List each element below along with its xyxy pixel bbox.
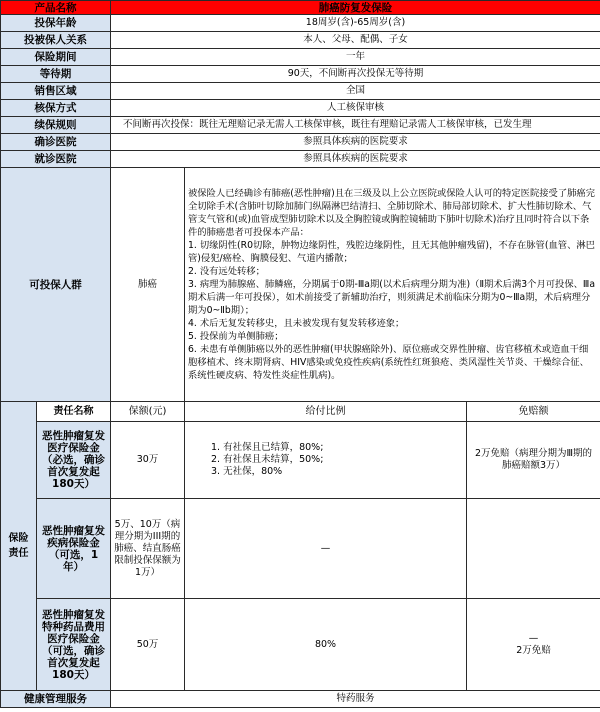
coverage-name: 恶性肿瘤复发医疗保险金（必选，确诊首次复发起180天）: [37, 422, 111, 499]
eligible-conditions: [185, 168, 600, 402]
coverage-amount: 5万、10万（病理分期为III期的肺癌、结直肠癌限制投保保额为1万）: [111, 499, 185, 599]
row-label: 就诊医院: [1, 151, 111, 168]
eligible-item: 3. 病理为肺腺癌、肺鳞癌，分期属于0期-Ⅲa期(以术后病理分期为准)（Ⅱ期术后满3个月可投保、Ⅲa期术后满一年可投保），如术前接受了新辅助治疗，则须满足术前临床分期为0~Ⅲa期，术后病理分期为0~Ⅱb期）；: [188, 279, 596, 316]
row-value: 全国: [111, 83, 600, 100]
coverage-deductible: — 2万免赔: [467, 599, 600, 691]
row-eligible: [1, 168, 600, 402]
ratio-line: 2. 有社保且未结算，50%;: [211, 454, 324, 465]
row-renewal: [1, 117, 600, 134]
coverage-deductible: 2万免赔（病理分期为Ⅲ期的肺癌赔额3万）: [467, 422, 600, 499]
product-name: 肺癌防复发保险: [111, 1, 600, 15]
coverage-ratio: [185, 499, 467, 599]
row-label: 续保规则: [1, 117, 111, 134]
eligible-item: 6. 未患有单侧肺癌以外的恶性肿瘤(甲状腺癌除外)、原位癌或交界性肿瘤、齿官移植术或造血干细胞移植术、终末期肾病、HIV感染或免疫性疾病(系统性红斑狼疮、类风湿性关节炎、干燥综合征、系统性硬皮病、特发性炎症性肌病)。: [188, 344, 589, 381]
header-amount: 保额(元): [111, 402, 185, 422]
row-value: 一年: [111, 49, 600, 66]
ratio-line: 1. 有社保且已结算，80%;: [211, 442, 324, 453]
footer-label: 健康管理服务: [1, 691, 111, 708]
row-waiting: [1, 66, 600, 83]
header-ratio: 给付比例: [185, 402, 467, 422]
header-deductible: 免赔额: [467, 402, 600, 422]
row-value: 参照具体疾病的医院要求: [111, 134, 600, 151]
eligible-item: 1. 切缘阴性(R0切除，肿物边缘阴性，残腔边缘阴性，且无其他肿瘤残留)，不存在脉管(血管、淋巴管)侵犯/癌栓、胸膜侵犯、气道内播散；: [188, 240, 595, 264]
coverage-row: [1, 599, 600, 691]
ratio-line: 80%: [314, 638, 337, 650]
ratio-line: 3. 无社保，80%: [211, 466, 283, 477]
ratio-line: —: [320, 542, 331, 554]
coverage-name: 恶性肿瘤复发特种药品费用医疗保险金（可选，确诊首次复发起180天）: [37, 599, 111, 691]
coverage-deductible: [467, 499, 600, 599]
eligible-label: 可投保人群: [1, 168, 111, 402]
row-label: 核保方式: [1, 100, 111, 117]
coverage-name: 恶性肿瘤复发疾病保险金（可选，1年）: [37, 499, 111, 599]
row-diagnosis-hospital: [1, 134, 600, 151]
coverage-section-label: 保险责任: [1, 402, 37, 691]
eligible-item: 2. 没有远处转移；: [188, 266, 265, 277]
row-age: [1, 15, 600, 32]
row-period: [1, 49, 600, 66]
row-label: 销售区域: [1, 83, 111, 100]
row-health-service: [1, 691, 600, 708]
row-value: 人工核保审核: [111, 100, 600, 117]
row-label: 投被保人关系: [1, 32, 111, 49]
coverage-header-row: [1, 402, 600, 422]
header-label: 产品名称: [1, 1, 111, 15]
row-relationship: [1, 32, 600, 49]
row-label: 保险期间: [1, 49, 111, 66]
row-value: 90天，不间断再次投保无等待期: [111, 66, 600, 83]
coverage-amount: 30万: [111, 422, 185, 499]
row-value: 18周岁(含)-65周岁(含): [111, 15, 600, 32]
header-name: 责任名称: [37, 402, 111, 422]
eligible-disease: 肺癌: [111, 168, 185, 402]
eligible-intro: 被保险人已经确诊有肺癌(恶性肿瘤)且在三级及以上公立医院或保险人认可的特定医院接受了肺癌完全切除手术(含肺叶切除加肺门纵隔淋巴结清扫、全肺切除术、肺局部切除术、扩大性肺切除术、气管支气管和(或)血管成型肺切除术以及全胸腔镜或胸腔镜辅助下肺叶切除术)治疗且同时符合以下条件的肺癌患者可投保本产品：: [188, 188, 596, 238]
row-label: 投保年龄: [1, 15, 111, 32]
coverage-amount: 50万: [111, 599, 185, 691]
row-underwriting: [1, 100, 600, 117]
row-region: [1, 83, 600, 100]
row-value: 不间断再次投保：既往无理赔记录无需人工核保审核，既往有理赔记录需人工核保审核，已发生理: [111, 117, 600, 134]
coverage-row: [1, 422, 600, 499]
row-treatment-hospital: [1, 151, 600, 168]
row-value: 参照具体疾病的医院要求: [111, 151, 600, 168]
eligible-item: 5. 投保前为单侧肺癌；: [188, 331, 284, 342]
coverage-ratio: [185, 422, 467, 499]
row-value: 本人、父母、配偶、子女: [111, 32, 600, 49]
coverage-ratio: [185, 599, 467, 691]
row-label: 确诊医院: [1, 134, 111, 151]
coverage-row: [1, 499, 600, 599]
footer-value: 特药服务: [111, 691, 600, 708]
eligible-item: 4. 术后无复发转移史，且未被发现有复发转移迹象；: [188, 318, 405, 329]
row-label: 等待期: [1, 66, 111, 83]
